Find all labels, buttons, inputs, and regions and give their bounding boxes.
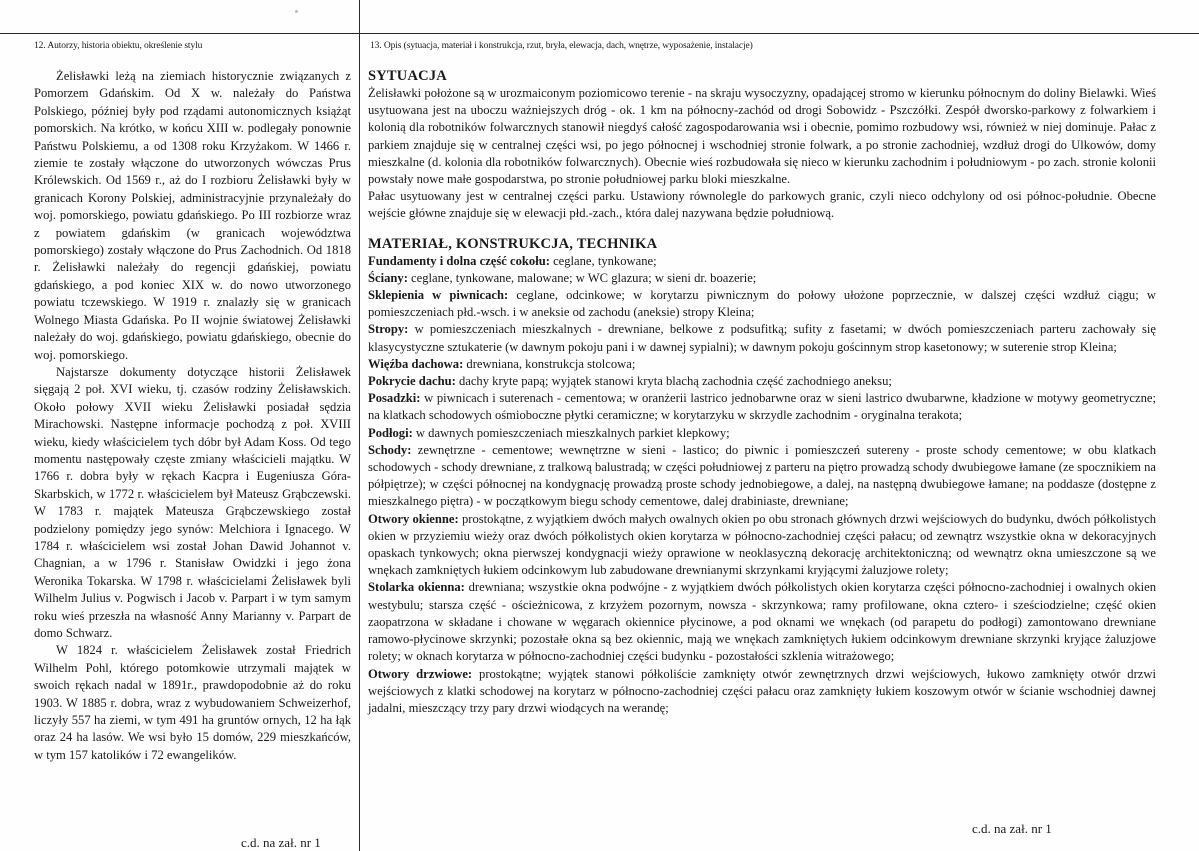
material-item-text: drewniana, konstrukcja stolcowa; <box>463 356 636 371</box>
material-item-term: Sklepienia w piwnicach: <box>368 288 509 303</box>
history-column <box>34 68 351 764</box>
material-item <box>368 321 1156 355</box>
section-12-header: 12. Autorzy, historia obiektu, określenie stylu <box>34 41 203 51</box>
material-item <box>368 253 1156 270</box>
description-column <box>368 67 1156 717</box>
material-item-text: zewnętrzne - cementowe; wewnętrzne w sieni - lastico; do piwnic i pomieszczeń sutereny - proste schody cementowe; w obu klatkach schodowych - schody drewniane, z tralkową balustradą; w części południowej z parteru na piętro prowadzą schody dwubiegowe łamane (ze spocznikiem na półpiętrze); w części północnej na kondygnację prowadzą proste schody jednobiegowe, a dalej, na następną dwubiegowe łamane; na poddasze (dostępne z mieszkalnego piętra) - w początkowym biegu schody cementowe, dalej drabiniaste, drewniane; <box>368 442 1156 509</box>
material-item-text: ceglane, tynkowane, malowane; w WC glazura; w sieni dr. boazerie; <box>407 270 757 285</box>
material-item <box>368 390 1156 424</box>
material-item-term: Schody: <box>368 442 412 457</box>
material-item <box>368 356 1156 373</box>
material-list <box>368 253 1156 717</box>
material-item-term: Fundamenty i dolna część cokołu: <box>368 253 550 268</box>
material-item-text: w dawnych pomieszczeniach mieszkalnych parkiet klepkowy; <box>412 425 730 440</box>
material-item-term: Stropy: <box>368 322 409 337</box>
material-item <box>368 270 1156 287</box>
material-item-text: prostokątne, z wyjątkiem dwóch małych owalnych okien po obu stronach głównych drzwi wejściowych do budynku, dwóch półkolistych okien w przyziemiu wieży oraz dwóch półkolistych okien korytarza w północno-zachodniej części pałacu; od zewnątrz wszystkie okna w dekoracyjnych opaskach tynkowych; okna pierwszej kondygnacji wieży oprawione w neoklasyczną dekorację architektoniczną; od wewnątrz okna umieszczone są we wnękach zamkniętych łukiem odcinkowym lub zabudowane drewnianymi skrzynkami kryjącymi żaluzjowe rolety; <box>368 511 1156 578</box>
material-item <box>368 442 1156 511</box>
column-divider <box>359 0 360 851</box>
sytuacja-paragraph: Pałac usytuowany jest w centralnej części parku. Ustawiony równolegle do parkowych granic, czyli nieco odchylony od osi północ-południe. Obecne wejście główne znajduje się w elewacji płd.-zach., która dalej nazywana będzie południową. <box>368 189 1156 221</box>
material-item <box>368 425 1156 442</box>
sytuacja-heading: SYTUACJA <box>368 68 447 84</box>
sytuacja-paragraph: Żelisławki położone są w urozmaiconym poziomicowo terenie - na skraju wysoczyzny, opadającej stromo w kierunku północnym do doliny Bielawki. Wieś usytuowana jest na uboczu ważniejszych dróg - ok. 1 km na północny-zachód od drogi Sobowidz - Pszczółki. Zespół dworsko-parkowy z folwarkiem i kolonią dla robotników folwarcznych stanowił niegdyś całość zagospodarowania wsi i obecnie, pomimo rozbudowy wsi, również w niej dominuje. Pałac z parkiem znajduje się w centralnej części wsi, po jego północnej i wschodniej stronie folwark, a po stronie zachodniej, wzdłuż drogi do Ulkowów, domy mieszkalne (d. kolonia dla robotników folwarcznych). Obecnie wieś rozbudowała się nieco w kierunku zachodnim i południowym - po zach. stronie kolonii powstały nowe małe gospodarstwa, po stronie południowej parku bloki mieszkalne. <box>368 86 1156 187</box>
continuation-note-right: c.d. na zał. nr 1 <box>972 821 1052 836</box>
material-item-text: drewniana; wszystkie okna podwójne - z wyjątkiem dwóch półkolistych okien korytarza części północno-zachodniej i owalnych okien westybulu; starsza część - ościeżnicowa, z krzyżem pozornym, nowsza - skrzynkowa; ramy profilowane, okna cztero- i sześciodzielne; część okien zaopatrzona w składane i chowane w węgarach okiennice płycinowe, a pod oknami we wnękach (od parapetu do podłogi) zamontowano drewniane ramowo-płycinowe skrzynki; pozostałe okna są bez okiennic, mają we wnękach zamkniętych łukiem odcinkowym drewniane skrzynki kryjące żaluzjowe rolety; w oknach korytarza w północno-zachodniej części budynku - pozostałości szklenia witrażowego; <box>368 580 1156 664</box>
material-item-term: Otwory okienne: <box>368 511 459 526</box>
material-item <box>368 511 1156 580</box>
material-item-term: Stolarka okienna: <box>368 580 465 595</box>
material-item-text: prostokątne; wyjątek stanowi półkoliście zamknięty otwór zewnętrznych drzwi wejściowych, łukowo zamknięty otwór drzwi wejściowych z klatki schodowej na korytarz w północno-zachodniej części pałacu oraz zamknięty łukiem koszowym otwór w ścianie wschodniej dawnej jadalni, mieszczący trzy pary drzwi wiodących na werandę; <box>368 666 1156 715</box>
material-item <box>368 373 1156 390</box>
material-item-text: w piwnicach i suterenach - cementowa; w oranżerii lastrico jednobarwne oraz w sieni lastrico dwubarwne, kładzione w motywy geometryczne; na klatkach schodowych ośmioboczne płytki ceramiczne; w korytarzyku w skrzydle zachodnim - oryginalna terakota; <box>368 391 1156 423</box>
material-heading: MATERIAŁ, KONSTRUKCJA, TECHNIKA <box>368 235 658 252</box>
material-item-text: ceglane, tynkowane; <box>549 253 657 268</box>
history-paragraph: W 1824 r. właścicielem Żelisławek został Friedrich Wilhelm Pohl, którego potomkowie utrzymali majątek w swoich rękach nadal w 1891r., prawdopodobnie aż do roku 1903. W 1885 r. dobra, wraz z wybudowaniem Schweizerhof, liczyły 557 ha ziemi, w tym 491 ha gruntów ornych, 12 ha łąk oraz 24 ha lasów. We wsi było 15 domów, 229 mieszkańców, w tym 157 katolików i 72 ewangelików. <box>34 643 351 762</box>
material-item-term: Więźba dachowa: <box>368 356 464 371</box>
material-item-term: Otwory drzwiowe: <box>368 666 473 681</box>
header-divider <box>0 33 1199 34</box>
material-item-term: Pokrycie dachu: <box>368 374 456 389</box>
material-item-term: Posadzki: <box>368 391 421 406</box>
material-item-text: ceglane, odcinkowe; w korytarzu piwnicznym do połowy ułożone poprzecznie, w dalszej części wzdłuż ciągu; w pomieszczeniach płd.-wsch. i w aneksie od zachodu (aneksie) stropy Kleina; <box>368 288 1156 320</box>
material-item-text: dachy kryte papą; wyjątek stanowi kryta blachą zachodnia część zachodniego aneksu; <box>455 374 892 389</box>
history-paragraph: Najstarsze dokumenty dotyczące historii Żelisławek sięgają 2 poł. XVI wieku, tj. czasów rodziny Żelisławskich. Około połowy XVII wieku Żelisławki posiadał sędzia Mirachowski. Następne informacje pochodzą z poł. XVIII wieku, kiedy właścicielem tych dóbr był Adam Koss. Od tego momentu następowały częste zmiany właścicieli majątku. W 1766 r. dobra były w rękach Kacpra i Eugeniusza Góra-Skarbskich, w 1772 r. właścicielem był Mateusz Grąbczewski. W 1783 r. majątek Mateusza Grąbczewskiego został podzielony pomiędzy jego synów: Melchiora i Ignacego. W 1784 r. właścicielem wsi został Johan Dawid Johannot v. Chagnian, a w 1796 r. Stanisław Owidzki i jego żona Weronika Tokarska. W 1798 r. właścicielami Żelisławek byli Wilhelm Julius v. Pogwisch i Jacob v. Parpart i w tym samym roku wieś przeszła na własność Anny Marianny v. Parpart de domo Schwarz. <box>34 364 351 640</box>
material-item <box>368 666 1156 718</box>
material-item-term: Podłogi: <box>368 425 413 440</box>
continuation-note-left: c.d. na zał. nr 1 <box>241 835 321 850</box>
material-item <box>368 579 1156 665</box>
section-13-header: 13. Opis (sytuacja, materiał i konstrukcja, rzut, bryła, elewacja, dach, wnętrze, wyposażenie, instalacje) <box>370 41 753 51</box>
paper-speck <box>295 10 298 13</box>
material-item-text: w pomieszczeniach mieszkalnych - drewniane, belkowe z podsufitką; sufity z fasetami; w dwóch pomieszczeniach parteru zachowały się klasycystyczne sztukaterie (w dawnym pokoju pani i w dawnej sypialni); w dawnym pokoju gościnnym strop kasetonowy; w suterenie strop Kleina; <box>368 322 1156 354</box>
material-item <box>368 287 1156 321</box>
material-item-term: Ściany: <box>368 270 408 285</box>
history-paragraph: Żelisławki leżą na ziemiach historycznie związanych z Pomorzem Gdańskim. Od X w. należały do Państwa Polskiego, później były pod rządami autonomicznych książąt pomorskich. Na krótko, w końcu XIII w. podlegały ponownie Państwu Polskiemu, a od 1308 roku Krzyżakom. W 1466 r. ziemie te zostały włączone do utworzonych wówczas Prus Królewskich. Od 1569 r., aż do I rozbioru Żelisławki były w granicach Korony Polskiej, administracyjnie przynależały do woj. pomorskiego, powiatu gdańskiego. Po III rozbiorze wraz z powiatem gdańskim (w granicach województwa pomorskiego) zostały włączone do Prus Zachodnich. Od 1818 r. Żelisławki należały do regencji gdańskiej, powiatu gdańskiego, a pod koniec XIX w. do nowo utworzonego powiatu tczewskiego. W 1919 r. znalazły się w granicach Wolnego Miasta Gdańska. Po II wojnie światowej Żelisławki należały do woj. gdańskiego, powiatu gdańskiego, obecnie do woj. pomorskiego. <box>34 69 351 362</box>
